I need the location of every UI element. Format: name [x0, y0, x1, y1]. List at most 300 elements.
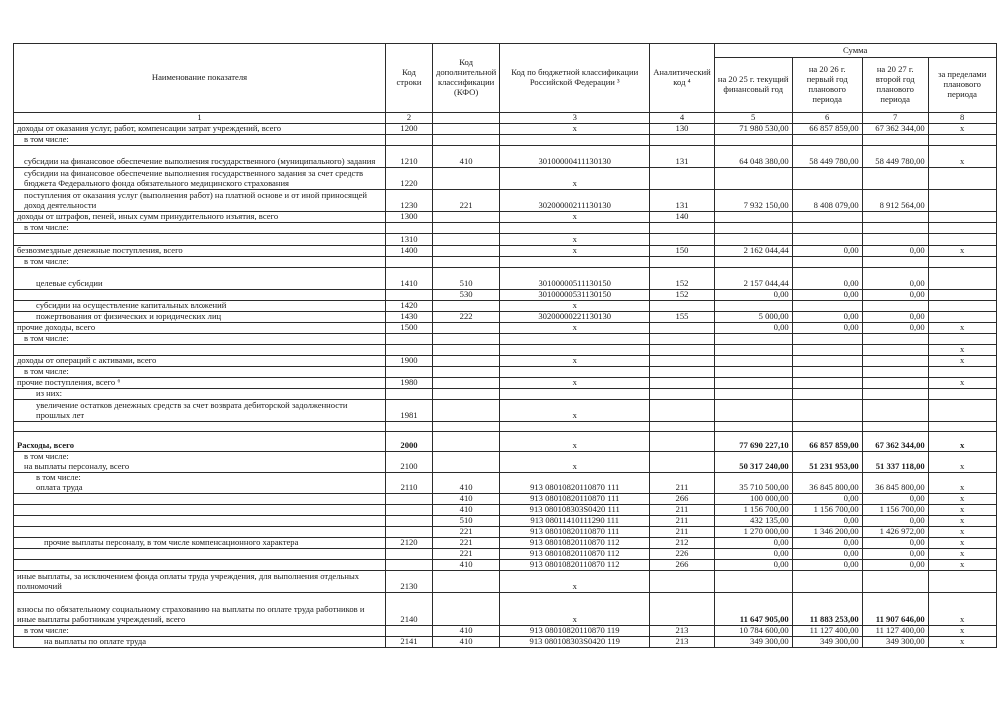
row-sum-2026 [792, 399, 862, 421]
row-sum-2025: 77 690 227,10 [714, 431, 792, 451]
row-sum-2025: 7 932 150,00 [714, 189, 792, 211]
row-code: 2140 [386, 592, 433, 625]
row-bk [500, 388, 650, 399]
row-name [14, 344, 386, 355]
row-sum-beyond: х [928, 515, 996, 526]
table-row [14, 431, 997, 451]
table-row [14, 256, 997, 267]
row-analytic [650, 256, 714, 267]
row-sum-2026: 0,00 [792, 289, 862, 300]
row-code [386, 559, 433, 570]
row-sum-2026: 66 857 859,00 [792, 123, 862, 134]
colnum: 3 [500, 113, 650, 124]
row-code: 1410 [386, 267, 433, 289]
row-code: 1981 [386, 399, 433, 421]
row-name [14, 515, 386, 526]
row-analytic: 152 [650, 289, 714, 300]
row-sum-2027: 0,00 [862, 548, 928, 559]
row-sum-2027: 349 300,00 [862, 636, 928, 647]
row-code: 1210 [386, 145, 433, 167]
row-sum-2027 [862, 421, 928, 431]
row-bk: х [500, 451, 650, 472]
row-name: субсидии на финансовое обеспечение выполнения государственного задания за счет средств бюджета Федерального фонда обязательного медицинского страхования [14, 167, 386, 189]
row-sum-2027 [862, 366, 928, 377]
row-kfo: 410 [433, 472, 500, 493]
table-row [14, 592, 997, 625]
row-sum-2025 [714, 211, 792, 222]
row-bk: х [500, 377, 650, 388]
row-sum-2026: 58 449 780,00 [792, 145, 862, 167]
row-sum-beyond [928, 134, 996, 145]
row-bk: 913 08010820110870 111 [500, 493, 650, 504]
row-code: 1300 [386, 211, 433, 222]
colnum: 5 [714, 113, 792, 124]
row-name: пожертвования от физических и юридических лиц [14, 311, 386, 322]
row-sum-2025 [714, 344, 792, 355]
row-sum-2025 [714, 355, 792, 366]
row-sum-2026: 0,00 [792, 267, 862, 289]
row-sum-2026 [792, 366, 862, 377]
row-analytic: 266 [650, 559, 714, 570]
row-bk: 913 080108303S0420 111 [500, 504, 650, 515]
row-sum-2025: 50 317 240,00 [714, 451, 792, 472]
row-kfo [433, 377, 500, 388]
row-name: в том числе: на выплаты персоналу, всего [14, 451, 386, 472]
row-sum-2026 [792, 333, 862, 344]
row-code [386, 526, 433, 537]
row-code [386, 493, 433, 504]
row-bk: 30100000411130130 [500, 145, 650, 167]
table-row [14, 233, 997, 245]
row-kfo [433, 431, 500, 451]
row-sum-2027: 8 912 564,00 [862, 189, 928, 211]
column-number-row [14, 113, 997, 124]
row-kfo [433, 344, 500, 355]
row-sum-beyond: х [928, 377, 996, 388]
table-row [14, 493, 997, 504]
row-name [14, 504, 386, 515]
row-sum-2025 [714, 333, 792, 344]
row-sum-beyond [928, 289, 996, 300]
row-analytic [650, 333, 714, 344]
row-kfo: 410 [433, 504, 500, 515]
row-analytic: 155 [650, 311, 714, 322]
row-sum-2025: 1 156 700,00 [714, 504, 792, 515]
row-sum-2026: 0,00 [792, 515, 862, 526]
row-sum-2025 [714, 134, 792, 145]
row-kfo [433, 322, 500, 333]
row-bk: х [500, 355, 650, 366]
row-sum-2025 [714, 366, 792, 377]
row-sum-2025 [714, 399, 792, 421]
row-code [386, 366, 433, 377]
row-analytic [650, 388, 714, 399]
row-bk [500, 366, 650, 377]
row-sum-2025: 349 300,00 [714, 636, 792, 647]
table-row [14, 504, 997, 515]
row-kfo [433, 256, 500, 267]
row-sum-2026 [792, 222, 862, 233]
row-code: 2120 [386, 537, 433, 548]
header-analytic: Аналитический код ⁴ [650, 44, 714, 113]
row-name [14, 493, 386, 504]
row-analytic: 211 [650, 472, 714, 493]
table-row [14, 451, 997, 472]
row-kfo [433, 123, 500, 134]
row-sum-beyond [928, 233, 996, 245]
row-bk: 913 08010820110870 112 [500, 537, 650, 548]
table-row [14, 344, 997, 355]
row-sum-2027: 67 362 344,00 [862, 431, 928, 451]
row-sum-2026: 51 231 953,00 [792, 451, 862, 472]
row-analytic: 226 [650, 548, 714, 559]
row-sum-2025: 5 000,00 [714, 311, 792, 322]
row-sum-2025 [714, 256, 792, 267]
row-analytic [650, 300, 714, 311]
table-row [14, 537, 997, 548]
row-code [386, 388, 433, 399]
table-row [14, 399, 997, 421]
row-kfo [433, 421, 500, 431]
table-row [14, 211, 997, 222]
row-sum-beyond: х [928, 451, 996, 472]
row-kfo [433, 134, 500, 145]
row-sum-2025 [714, 377, 792, 388]
row-code: 1220 [386, 167, 433, 189]
row-sum-beyond [928, 333, 996, 344]
table-row [14, 515, 997, 526]
table-row [14, 123, 997, 134]
colnum: 7 [862, 113, 928, 124]
row-sum-2025: 11 647 905,00 [714, 592, 792, 625]
row-sum-2026 [792, 344, 862, 355]
row-sum-2026: 0,00 [792, 548, 862, 559]
row-kfo [433, 167, 500, 189]
row-sum-2026: 11 883 253,00 [792, 592, 862, 625]
row-analytic [650, 451, 714, 472]
row-sum-2025: 10 784 600,00 [714, 625, 792, 636]
row-sum-2026 [792, 233, 862, 245]
row-code [386, 421, 433, 431]
row-name: на выплаты по оплате труда [14, 636, 386, 647]
row-sum-2025: 0,00 [714, 537, 792, 548]
row-bk: х [500, 123, 650, 134]
header-year-2025: на 20 25 г. текущий финансовый год [714, 58, 792, 113]
row-kfo [433, 233, 500, 245]
row-sum-2027: 36 845 800,00 [862, 472, 928, 493]
row-kfo: 410 [433, 625, 500, 636]
row-name: поступления от оказания услуг (выполнения работ) на платной основе и от иной приносящей доход деятельности [14, 189, 386, 211]
header-code-line: Код строки [386, 44, 433, 113]
row-bk: 30200000211130130 [500, 189, 650, 211]
row-sum-2027 [862, 134, 928, 145]
row-code: 2110 [386, 472, 433, 493]
row-sum-2026: 0,00 [792, 322, 862, 333]
row-name: из них: [14, 388, 386, 399]
row-bk: 913 08010820110870 112 [500, 548, 650, 559]
row-name: в том числе: [14, 333, 386, 344]
row-name: субсидии на финансовое обеспечение выполнения государственного (муниципального) задания [14, 145, 386, 167]
table-row [14, 377, 997, 388]
row-code: 1400 [386, 245, 433, 256]
row-bk [500, 333, 650, 344]
table-row [14, 366, 997, 377]
row-code: 2000 [386, 431, 433, 451]
header-kfo: Код дополнительной классификации (КФО) [433, 44, 500, 113]
row-sum-2025: 0,00 [714, 322, 792, 333]
row-name: увеличение остатков денежных средств за счет возврата дебиторской задолженности прошлых лет [14, 399, 386, 421]
row-analytic [650, 222, 714, 233]
row-sum-beyond: х [928, 493, 996, 504]
row-sum-2027: 0,00 [862, 245, 928, 256]
row-sum-2027: 11 907 646,00 [862, 592, 928, 625]
row-analytic: 213 [650, 636, 714, 647]
row-analytic [650, 322, 714, 333]
row-name: в том числе: [14, 134, 386, 145]
row-sum-2027: 51 337 118,00 [862, 451, 928, 472]
row-sum-2026: 349 300,00 [792, 636, 862, 647]
row-analytic: 131 [650, 189, 714, 211]
row-bk: 913 08010820110870 111 [500, 472, 650, 493]
colnum: 2 [386, 113, 433, 124]
header-name: Наименование показателя [14, 44, 386, 113]
row-sum-2027: 0,00 [862, 322, 928, 333]
row-sum-beyond [928, 399, 996, 421]
row-kfo: 222 [433, 311, 500, 322]
row-kfo: 410 [433, 636, 500, 647]
row-name: прочие доходы, всего [14, 322, 386, 333]
row-sum-2025 [714, 167, 792, 189]
row-sum-2026: 0,00 [792, 493, 862, 504]
row-sum-beyond: х [928, 592, 996, 625]
row-bk [500, 421, 650, 431]
row-kfo: 221 [433, 526, 500, 537]
row-sum-2026: 1 346 200,00 [792, 526, 862, 537]
table-row [14, 267, 997, 289]
table-row [14, 145, 997, 167]
row-analytic: 212 [650, 537, 714, 548]
row-code [386, 548, 433, 559]
row-sum-2026 [792, 377, 862, 388]
row-sum-2025 [714, 222, 792, 233]
row-name: иные выплаты, за исключением фонда оплаты труда учреждения, для выполнения отдельных полномочий [14, 570, 386, 592]
row-sum-2027 [862, 570, 928, 592]
row-kfo: 221 [433, 189, 500, 211]
table-row [14, 189, 997, 211]
row-analytic [650, 233, 714, 245]
row-kfo [433, 333, 500, 344]
row-bk [500, 344, 650, 355]
row-name: взносы по обязательному социальному страхованию на выплаты по оплате труда работников и иные выплаты работникам учреждений, всего [14, 592, 386, 625]
row-kfo [433, 570, 500, 592]
row-sum-2027 [862, 388, 928, 399]
row-sum-beyond [928, 267, 996, 289]
colnum: 1 [14, 113, 386, 124]
row-sum-2026: 66 857 859,00 [792, 431, 862, 451]
row-sum-beyond: х [928, 145, 996, 167]
header-beyond: за пределами планового периода [928, 58, 996, 113]
row-sum-2025 [714, 233, 792, 245]
row-sum-beyond: х [928, 245, 996, 256]
row-bk: 913 080108303S0420 119 [500, 636, 650, 647]
row-bk: х [500, 431, 650, 451]
row-bk: 913 08010820110870 112 [500, 559, 650, 570]
row-kfo: 510 [433, 267, 500, 289]
row-analytic: 211 [650, 504, 714, 515]
row-sum-2027: 1 426 972,00 [862, 526, 928, 537]
row-sum-beyond [928, 570, 996, 592]
row-kfo: 530 [433, 289, 500, 300]
row-sum-2027 [862, 222, 928, 233]
row-code [386, 289, 433, 300]
row-name [14, 289, 386, 300]
row-analytic [650, 592, 714, 625]
row-kfo [433, 222, 500, 233]
row-bk: х [500, 592, 650, 625]
table-row [14, 421, 997, 431]
row-sum-beyond [928, 311, 996, 322]
row-sum-beyond [928, 211, 996, 222]
table-row [14, 222, 997, 233]
row-sum-beyond [928, 189, 996, 211]
table-row [14, 472, 997, 493]
row-bk: 913 08010820110870 119 [500, 625, 650, 636]
row-sum-beyond: х [928, 123, 996, 134]
row-code: 2141 [386, 636, 433, 647]
table-row [14, 548, 997, 559]
row-sum-2027: 0,00 [862, 311, 928, 322]
row-bk: х [500, 300, 650, 311]
row-sum-2026: 1 156 700,00 [792, 504, 862, 515]
row-kfo [433, 366, 500, 377]
row-name: прочие поступления, всего ⁶ [14, 377, 386, 388]
row-sum-2026: 36 845 800,00 [792, 472, 862, 493]
table-row [14, 167, 997, 189]
row-sum-2025 [714, 421, 792, 431]
row-sum-2026 [792, 421, 862, 431]
row-sum-beyond: х [928, 559, 996, 570]
row-name: субсидии на осуществление капитальных вложений [14, 300, 386, 311]
row-bk: 913 08010820110870 111 [500, 526, 650, 537]
row-sum-2027: 0,00 [862, 493, 928, 504]
row-name: доходы от штрафов, пеней, иных сумм принудительного изъятия, всего [14, 211, 386, 222]
row-bk: х [500, 245, 650, 256]
row-code: 2130 [386, 570, 433, 592]
row-analytic: 152 [650, 267, 714, 289]
row-analytic: 266 [650, 493, 714, 504]
header-bk: Код по бюджетной классификации Российской Федерации ³ [500, 44, 650, 113]
row-kfo [433, 592, 500, 625]
row-name: прочие выплаты персоналу, в том числе компенсационного характера [14, 537, 386, 548]
row-sum-beyond: х [928, 355, 996, 366]
table-row [14, 245, 997, 256]
table-row [14, 333, 997, 344]
row-sum-beyond: х [928, 625, 996, 636]
row-sum-beyond: х [928, 431, 996, 451]
row-sum-2026 [792, 300, 862, 311]
row-name: целевые субсидии [14, 267, 386, 289]
row-sum-2026: 0,00 [792, 311, 862, 322]
row-kfo: 410 [433, 145, 500, 167]
row-code: 1900 [386, 355, 433, 366]
row-analytic: 211 [650, 526, 714, 537]
row-kfo: 221 [433, 537, 500, 548]
row-sum-beyond: х [928, 504, 996, 515]
row-bk: х [500, 322, 650, 333]
table-row [14, 289, 997, 300]
row-analytic [650, 570, 714, 592]
row-sum-2025: 100 000,00 [714, 493, 792, 504]
row-sum-2026 [792, 167, 862, 189]
row-sum-2027 [862, 399, 928, 421]
row-analytic: 150 [650, 245, 714, 256]
row-name: в том числе: оплата труда [14, 472, 386, 493]
row-sum-2027: 58 449 780,00 [862, 145, 928, 167]
row-sum-2025: 2 157 044,44 [714, 267, 792, 289]
row-code: 1980 [386, 377, 433, 388]
row-sum-beyond [928, 167, 996, 189]
row-sum-2027: 0,00 [862, 559, 928, 570]
row-name: Расходы, всего [14, 431, 386, 451]
row-sum-beyond [928, 366, 996, 377]
row-sum-beyond: х [928, 636, 996, 647]
row-sum-2026 [792, 570, 862, 592]
row-sum-2025 [714, 388, 792, 399]
row-bk [500, 222, 650, 233]
row-sum-2027 [862, 377, 928, 388]
row-sum-beyond: х [928, 322, 996, 333]
row-analytic: 140 [650, 211, 714, 222]
row-sum-beyond [928, 388, 996, 399]
row-sum-2026 [792, 211, 862, 222]
table-row [14, 134, 997, 145]
row-sum-2025 [714, 570, 792, 592]
table-row [14, 300, 997, 311]
row-code: 1310 [386, 233, 433, 245]
row-code: 1430 [386, 311, 433, 322]
row-sum-2027: 0,00 [862, 537, 928, 548]
colnum: 8 [928, 113, 996, 124]
row-sum-2027: 1 156 700,00 [862, 504, 928, 515]
row-name: доходы от оказания услуг, работ, компенсации затрат учреждений, всего [14, 123, 386, 134]
row-sum-2026: 11 127 400,00 [792, 625, 862, 636]
row-name: в том числе: [14, 366, 386, 377]
row-code [386, 625, 433, 636]
row-bk: х [500, 570, 650, 592]
row-sum-2026: 0,00 [792, 559, 862, 570]
row-sum-2027 [862, 167, 928, 189]
row-sum-2027 [862, 211, 928, 222]
row-sum-beyond [928, 421, 996, 431]
row-sum-beyond: х [928, 537, 996, 548]
row-bk: 913 08011410111290 111 [500, 515, 650, 526]
colnum [433, 113, 500, 124]
row-kfo [433, 399, 500, 421]
row-sum-2026 [792, 388, 862, 399]
row-kfo [433, 388, 500, 399]
row-kfo [433, 300, 500, 311]
row-sum-2027 [862, 355, 928, 366]
table-row [14, 625, 997, 636]
row-kfo [433, 451, 500, 472]
row-sum-2027: 0,00 [862, 267, 928, 289]
table-row [14, 311, 997, 322]
table-row [14, 559, 997, 570]
table-row [14, 526, 997, 537]
row-kfo: 410 [433, 559, 500, 570]
table-row [14, 388, 997, 399]
row-sum-2026 [792, 256, 862, 267]
